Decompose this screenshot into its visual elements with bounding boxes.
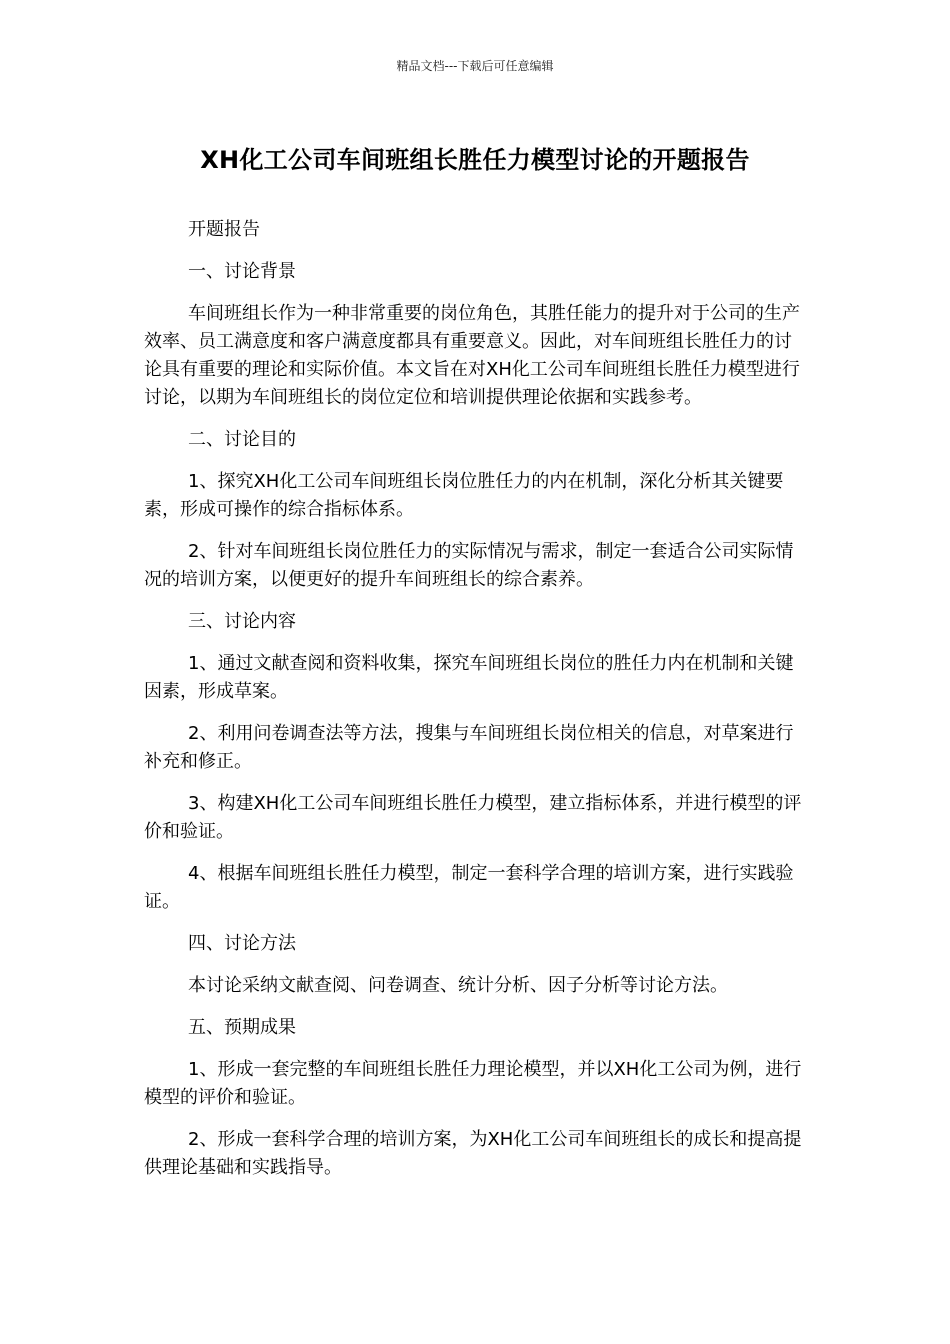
paragraph: 车间班组长作为一种非常重要的岗位角色，其胜任能力的提升对于公司的生产效率、员工满意度和客户满意度都具有重要意义。因此，对车间班组长胜任力的讨论具有重要的理论和实际价值。本文旨在对XH化工公司车间班组长胜任力模型进行讨论，以期为车间班组长的岗位定位和培训提供理论依据和实践参考。	[144, 303, 800, 408]
list-item: 1、形成一套完整的车间班组长胜任力理论模型，并以XH化工公司为例，进行模型的评价和验证。	[144, 1059, 802, 1108]
list-item: 2、形成一套科学合理的培训方案，为XH化工公司车间班组长的成长和提高提供理论基础和实践指导。	[144, 1129, 802, 1178]
paragraph: 本讨论采纳文献查阅、问卷调查、统计分析、因子分析等讨论方法。	[188, 975, 728, 996]
list-item: 2、利用问卷调查法等方法，搜集与车间班组长岗位相关的信息，对草案进行补充和修正。	[144, 723, 794, 772]
section-heading-results: 五、预期成果	[188, 1017, 296, 1038]
section-heading-purpose: 二、讨论目的	[188, 429, 296, 450]
list-item: 1、通过文献查阅和资料收集，探究车间班组长岗位的胜任力内在机制和关键因素，形成草案。	[144, 653, 794, 702]
list-item: 1、探究XH化工公司车间班组长岗位胜任力的内在机制，深化分析其关键要素，形成可操作的综合指标体系。	[144, 471, 784, 520]
section-heading-method: 四、讨论方法	[188, 933, 296, 954]
document-title: XH化工公司车间班组长胜任力模型讨论的开题报告	[200, 146, 750, 174]
document-body	[144, 216, 806, 1196]
list-item: 3、构建XH化工公司车间班组长胜任力模型，建立指标体系，并进行模型的评价和验证。	[144, 793, 802, 842]
list-item: 2、针对车间班组长岗位胜任力的实际情况与需求，制定一套适合公司实际情况的培训方案，以便更好的提升车间班组长的综合素养。	[144, 541, 794, 590]
paragraph-report-label: 开题报告	[188, 219, 260, 240]
page-header: 精品文档---下载后可任意编辑	[396, 59, 554, 73]
section-heading-background: 一、讨论背景	[188, 261, 296, 282]
list-item: 4、根据车间班组长胜任力模型，制定一套科学合理的培训方案，进行实践验证。	[144, 863, 794, 912]
section-heading-content: 三、讨论内容	[188, 611, 296, 632]
